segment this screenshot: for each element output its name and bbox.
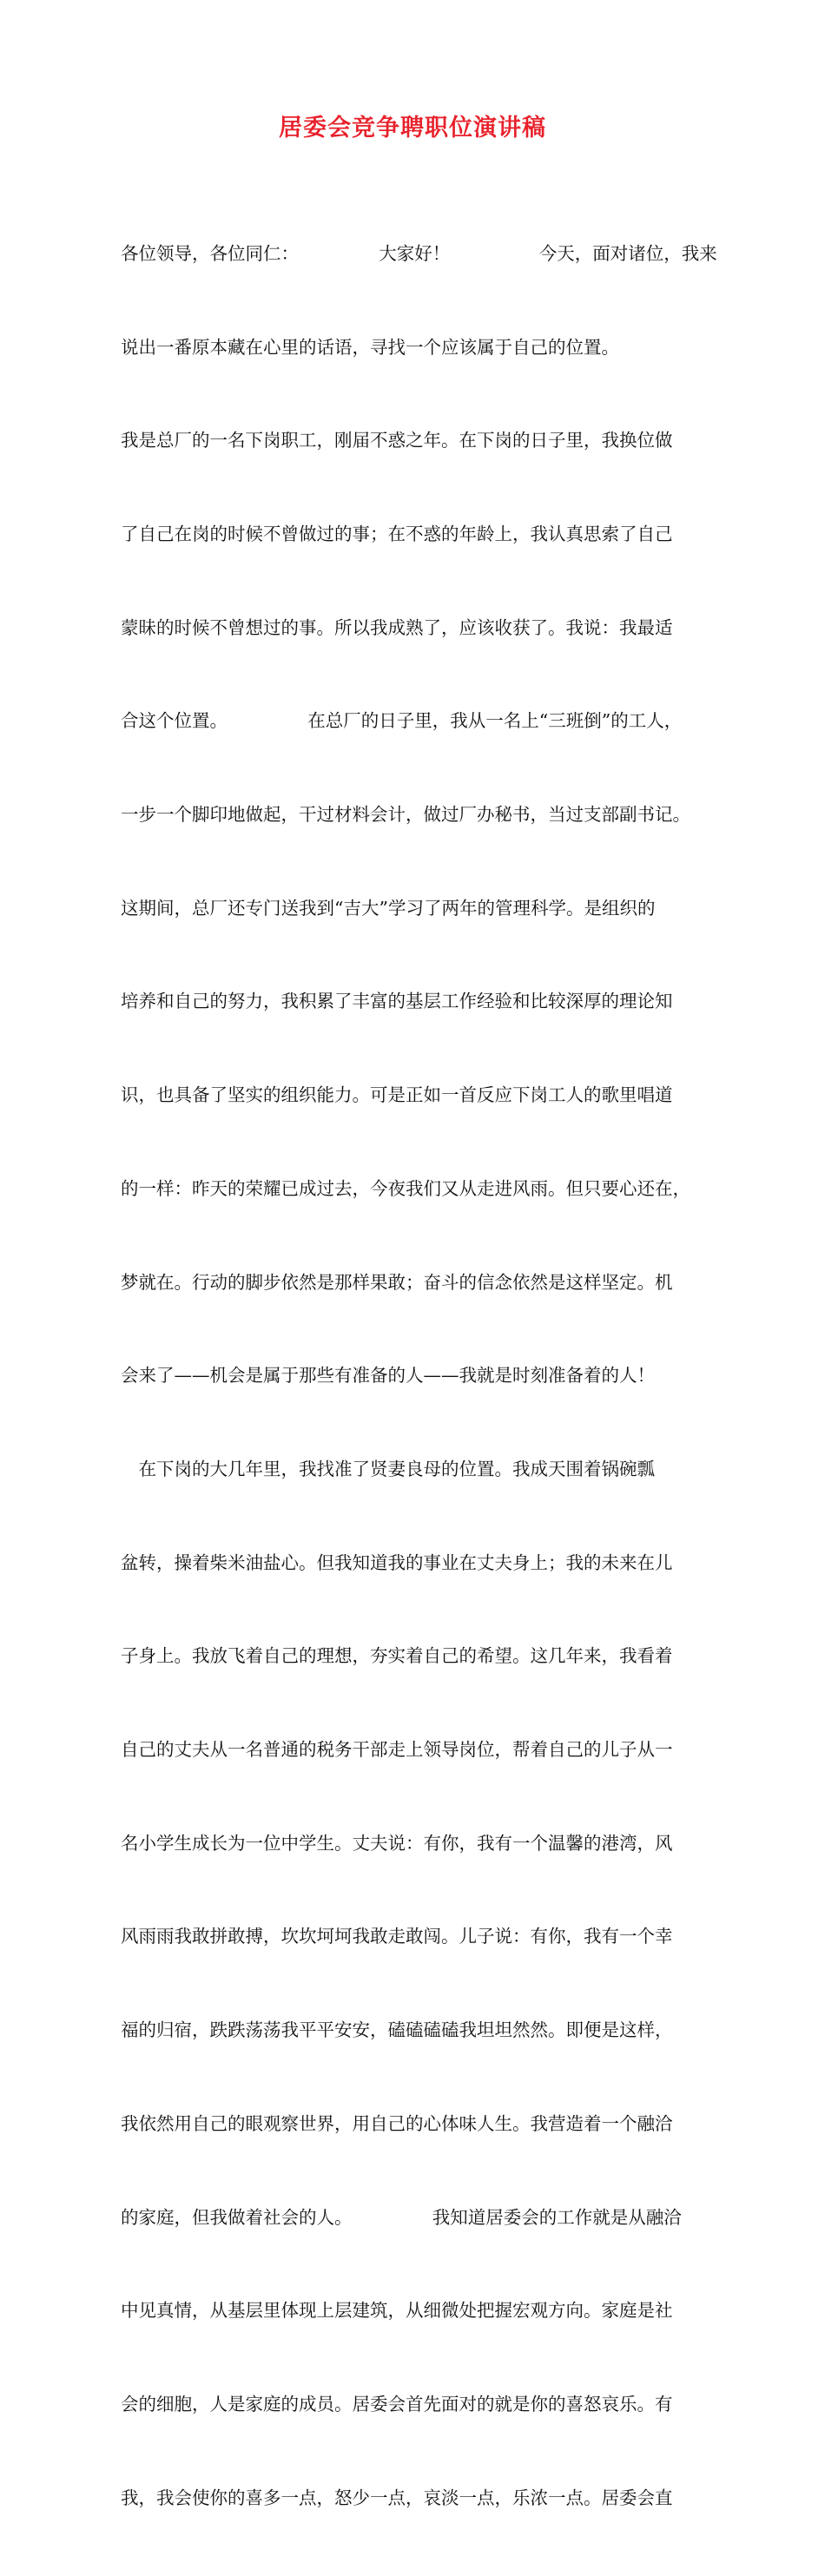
body-line: 识，也具备了坚实的组织能力。可是正如一首反应下岗工人的歌里唱道	[121, 1084, 673, 1106]
body-line: 我依然用自己的眼观察世界，用自己的心体味人生。我营造着一个融洽	[121, 2112, 673, 2134]
body-line: 自己的丈夫从一名普通的税务干部走上领导岗位，帮着自己的儿子从一	[121, 1739, 673, 1761]
body-line: 的一样：昨天的荣耀已成过去，今夜我们又从走进风雨。但只要心还在，	[121, 1177, 690, 1199]
body-line: 我，我会使你的喜多一点，怒少一点，哀淡一点，乐浓一点。居委会直	[121, 2487, 673, 2508]
body-line: 这期间，总厂还专门送我到“吉大”学习了两年的管理科学。是组织的	[121, 897, 656, 919]
body-line: 培养和自己的努力，我积累了丰富的基层工作经验和比较深厚的理论知	[121, 991, 673, 1012]
document-title: 居委会竞争聘职位演讲稿	[279, 115, 546, 142]
body-line: 盆转，操着柴米油盐心。但我知道我的事业在丈夫身上；我的未来在儿	[121, 1552, 673, 1573]
body-line: 中见真情，从基层里体现上层建筑，从细微处把握宏观方向。家庭是社	[121, 2300, 673, 2322]
body-line: 风雨雨我敢拼敢搏，坎坎坷坷我敢走敢闯。儿子说：有你，我有一个幸	[121, 1926, 673, 1947]
body-line: 合这个位置。 在总厂的日子里，我从一名上“三班倒”的工人，	[121, 710, 683, 732]
body-line: 子身上。我放飞着自己的理想，夯实着自己的希望。这几年来，我看着	[121, 1645, 673, 1667]
body-line: 福的归宿，跌跌荡荡我平平安安，磕磕磕磕我坦坦然然。即便是这样，	[121, 2019, 673, 2041]
body-line: 说出一番原本藏在心里的话语，寻找一个应该属于自己的位置。	[121, 336, 619, 358]
body-line: 会的细胞，人是家庭的成员。居委会首先面对的就是你的喜怒哀乐。有	[121, 2393, 673, 2415]
body-line: 蒙昧的时候不曾想过的事。所以我成熟了，应该收获了。我说：我最适	[121, 616, 673, 638]
body-line: 名小学生成长为一位中学生。丈夫说：有你，我有一个温馨的港湾，风	[121, 1832, 673, 1854]
body-line: 我是总厂的一名下岗职工，刚届不惑之年。在下岗的日子里，我换位做	[121, 430, 673, 451]
body-line: 梦就在。行动的脚步依然是那样果敢；奋斗的信念依然是这样坚定。机	[121, 1271, 673, 1293]
body-line: 了自己在岗的时候不曾做过的事；在不惑的年龄上，我认真思索了自己	[121, 523, 673, 544]
body-line: 各位领导，各位同仁： 大家好！ 今天，面对诸位，我来	[121, 242, 717, 264]
body-line: 的家庭，但我做着社会的人。 我知道居委会的工作就是从融洽	[121, 2206, 682, 2228]
body-line: 在下岗的大几年里，我找准了贤妻良母的位置。我成天围着锅碗瓢	[121, 1458, 655, 1479]
body-line: 一步一个脚印地做起，干过材料会计，做过厂办秘书，当过支部副书记。	[121, 804, 690, 826]
document-body	[121, 176, 720, 2576]
body-line: 会来了——机会是属于那些有准备的人——我就是时刻准备着的人！	[121, 1365, 655, 1387]
